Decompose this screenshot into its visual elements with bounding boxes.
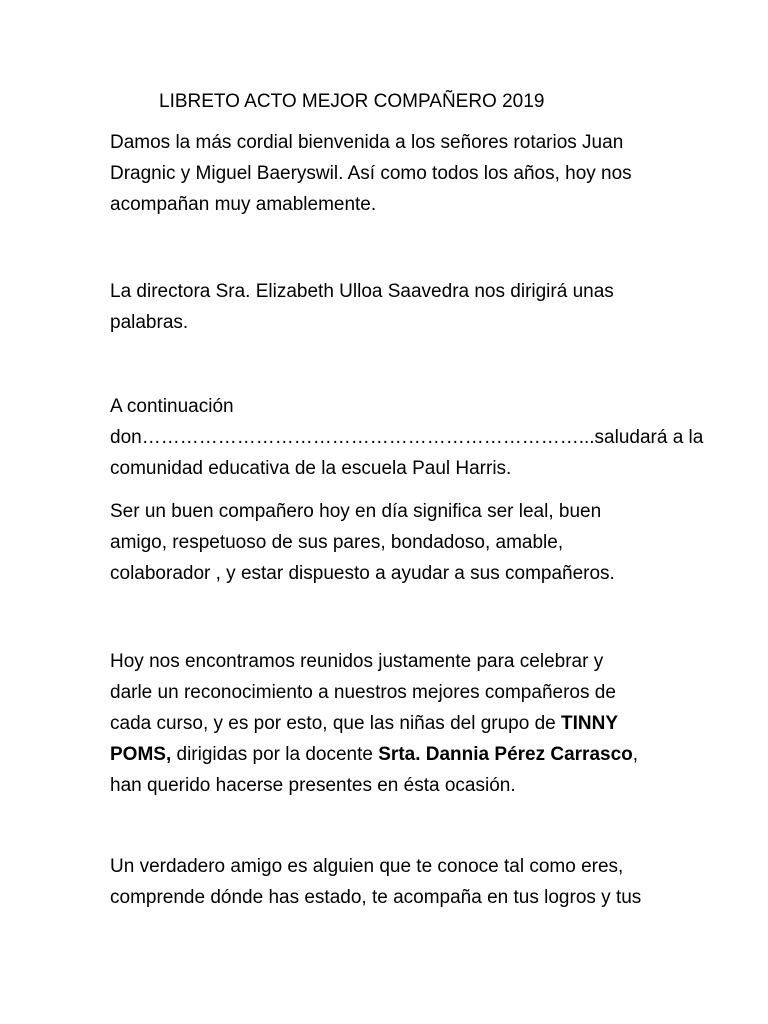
paragraph-line: don……………………………………………………………...saludará a la xyxy=(110,427,704,448)
paragraph-line: han querido hacerse presentes en ésta ocasión. xyxy=(110,775,516,796)
paragraph-line xyxy=(110,739,710,770)
paragraph-line: A continuación xyxy=(110,396,234,417)
paragraph-line: La directora Sra. Elizabeth Ulloa Saavedra nos dirigirá unas xyxy=(110,281,614,302)
paragraph-recognition xyxy=(110,646,710,801)
paragraph-line: Damos la más cordial bienvenida a los señores rotarios Juan xyxy=(110,132,624,153)
document-title: LIBRETO ACTO MEJOR COMPAÑERO 2019 xyxy=(159,91,545,112)
paragraph-line: Un verdadero amigo es alguien que te conoce tal como eres, xyxy=(110,856,624,877)
paragraph-line: comprende dónde has estado, te acompaña en tus logros y tus xyxy=(110,887,642,908)
paragraph-good-companion xyxy=(110,496,710,589)
paragraph-line: colaborador , y estar dispuesto a ayudar a sus compañeros. xyxy=(110,563,615,584)
paragraph-line: palabras. xyxy=(110,312,189,333)
paragraph-line: amigo, respetuoso de sus pares, bondadoso, amable, xyxy=(110,532,564,553)
teacher-name-bold: Srta. Dannia Pérez Carrasco xyxy=(378,744,633,765)
paragraph-line: Dragnic y Miguel Baeryswil. Así como todos los años, hoy nos xyxy=(110,163,632,184)
group-name-bold: POMS, xyxy=(110,744,172,765)
paragraph-line: darle un reconocimiento a nuestros mejores compañeros de xyxy=(110,682,616,703)
paragraph-line: Hoy nos encontramos reunidos justamente para celebrar y xyxy=(110,651,604,672)
paragraph-director xyxy=(110,276,710,338)
paragraph-text: , xyxy=(632,744,639,765)
paragraph-text: dirigidas por la docente xyxy=(171,744,379,765)
paragraph-welcome xyxy=(110,127,710,220)
paragraph-line: comunidad educativa de la escuela Paul Harris. xyxy=(110,458,512,479)
paragraph-line: Ser un buen compañero hoy en día significa ser leal, buen xyxy=(110,501,602,522)
paragraph-text: cada curso, y es por esto, que las niñas del grupo de xyxy=(110,713,561,734)
paragraph-greeting xyxy=(110,391,710,484)
paragraph-true-friend xyxy=(110,851,710,913)
group-name-bold: TINNY xyxy=(561,713,618,734)
paragraph-line: acompañan muy amablemente. xyxy=(110,194,377,215)
paragraph-line xyxy=(110,708,710,739)
